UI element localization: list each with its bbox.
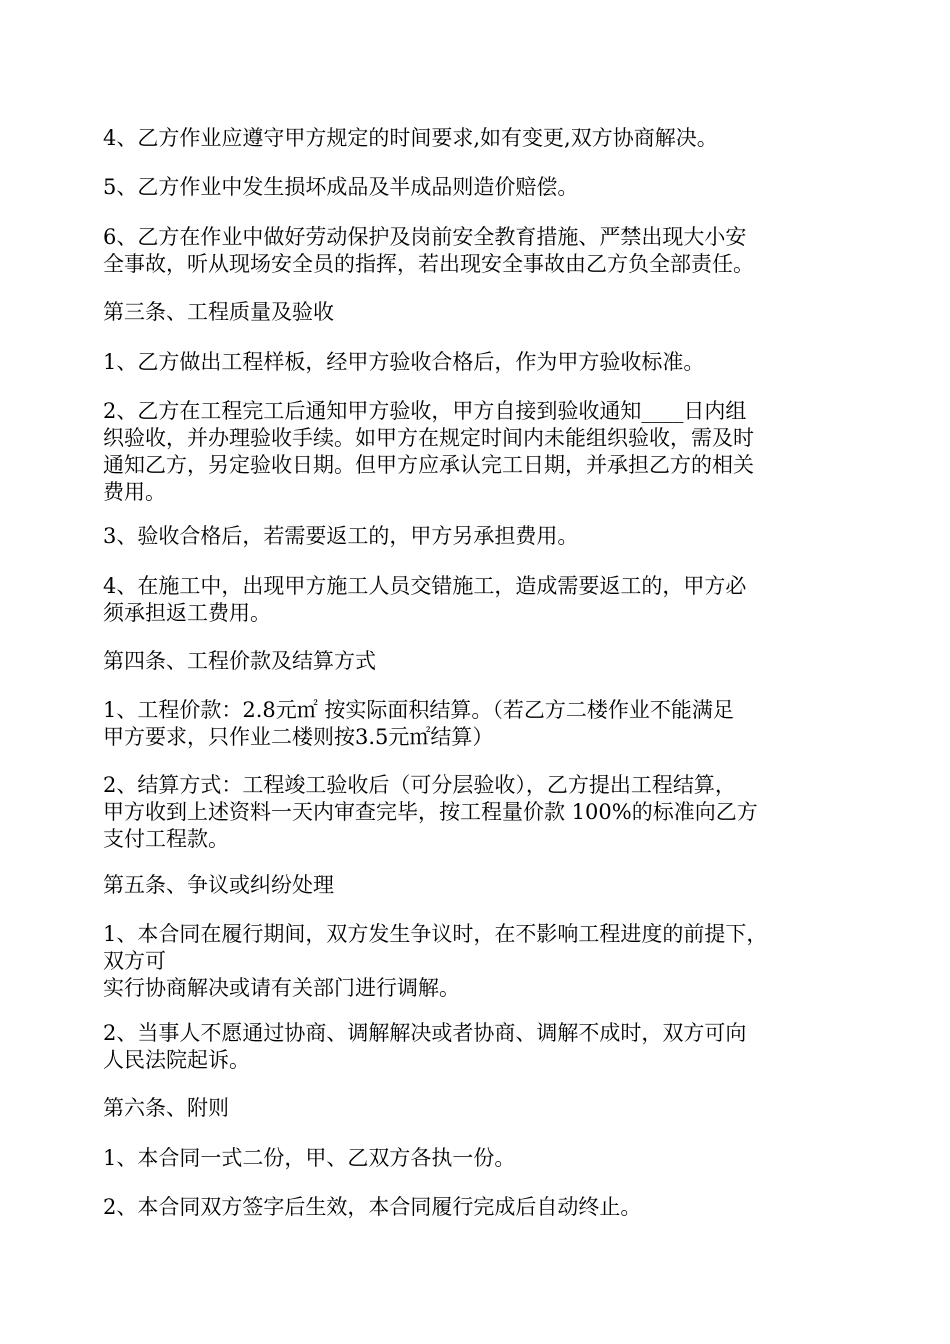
- clause-3-item-2: [103, 398, 863, 506]
- text-line: 费用。: [103, 480, 166, 504]
- text-line: 2、乙方在工程完工后通知甲方验收，甲方自接到验收通知____日内组: [103, 399, 747, 423]
- clause-3-item-3: [103, 523, 863, 550]
- text-line: 1、本合同在履行期间，双方发生争议时，在不影响工程进度的前提下，: [103, 922, 768, 946]
- clause-4-item-2: [103, 772, 863, 853]
- clause-5-item-2: [103, 1020, 863, 1074]
- text-line: 双方可: [103, 949, 166, 973]
- text-line: 第三条、工程质量及验收: [103, 300, 334, 324]
- clause-5-item-1: [103, 921, 863, 1002]
- text-line: 2、本合同双方签字后生效，本合同履行完成后自动终止。: [103, 1195, 642, 1219]
- clause-2-item-4: [103, 125, 863, 152]
- section-heading-4: [103, 648, 863, 675]
- clause-6-item-1: [103, 1145, 863, 1172]
- text-line: 支付工程款。: [103, 827, 229, 851]
- text-line: 2、当事人不愿通过协商、调解解决或者协商、调解不成时，双方可向: [103, 1021, 747, 1045]
- text-line: 甲方收到上述资料一天内审查完毕，按工程量价款 100%的标准向乙方: [103, 800, 758, 824]
- text-line: 第六条、附则: [103, 1096, 229, 1120]
- text-line: 2、结算方式：工程竣工验收后（可分层验收），乙方提出工程结算，: [103, 773, 736, 797]
- text-line: 6、乙方在作业中做好劳动保护及岗前安全教育措施、严禁出现大小安: [103, 225, 747, 249]
- text-line: 4、在施工中，出现甲方施工人员交错施工，造成需要返工的，甲方必: [103, 574, 747, 598]
- text-line: 第五条、争议或纠纷处理: [103, 873, 334, 897]
- section-heading-6: [103, 1095, 863, 1122]
- clause-3-item-4: [103, 573, 863, 627]
- text-line: 甲方要求，只作业二楼则按3.5元㎡结算）: [103, 725, 494, 749]
- text-line: 第四条、工程价款及结算方式: [103, 649, 376, 673]
- text-line: 3、验收合格后，若需要返工的，甲方另承担费用。: [103, 524, 579, 548]
- text-line: 实行协商解决或请有关部门进行调解。: [103, 976, 460, 1000]
- text-line: 织验收，并办理验收手续。如甲方在规定时间内未能组织验收，需及时: [103, 426, 754, 450]
- text-line: 1、工程价款：2.8元㎡ 按实际面积结算。（若乙方二楼作业不能满足: [103, 698, 734, 722]
- text-line: 1、乙方做出工程样板，经甲方验收合格后，作为甲方验收标准。: [103, 350, 705, 374]
- clause-2-item-5: [103, 174, 863, 201]
- text-line: 人民法院起诉。: [103, 1048, 250, 1072]
- clause-4-item-1: [103, 697, 863, 751]
- section-heading-3: [103, 299, 863, 326]
- clause-2-item-6: [103, 224, 863, 278]
- clause-6-item-2: [103, 1194, 863, 1221]
- text-line: 1、本合同一式二份，甲、乙双方各执一份。: [103, 1146, 516, 1170]
- text-line: 通知乙方，另定验收日期。但甲方应承认完工日期，并承担乙方的相关: [103, 453, 754, 477]
- text-line: 5、乙方作业中发生损坏成品及半成品则造价赔偿。: [103, 175, 579, 199]
- text-line: 全事故，听从现场安全员的指挥，若出现安全事故由乙方负全部责任。: [103, 252, 754, 276]
- text-line: 4、乙方作业应遵守甲方规定的时间要求,如有变更,双方协商解决。: [103, 126, 718, 150]
- section-heading-5: [103, 872, 863, 899]
- clause-3-item-1: [103, 349, 863, 376]
- text-line: 须承担返工费用。: [103, 601, 271, 625]
